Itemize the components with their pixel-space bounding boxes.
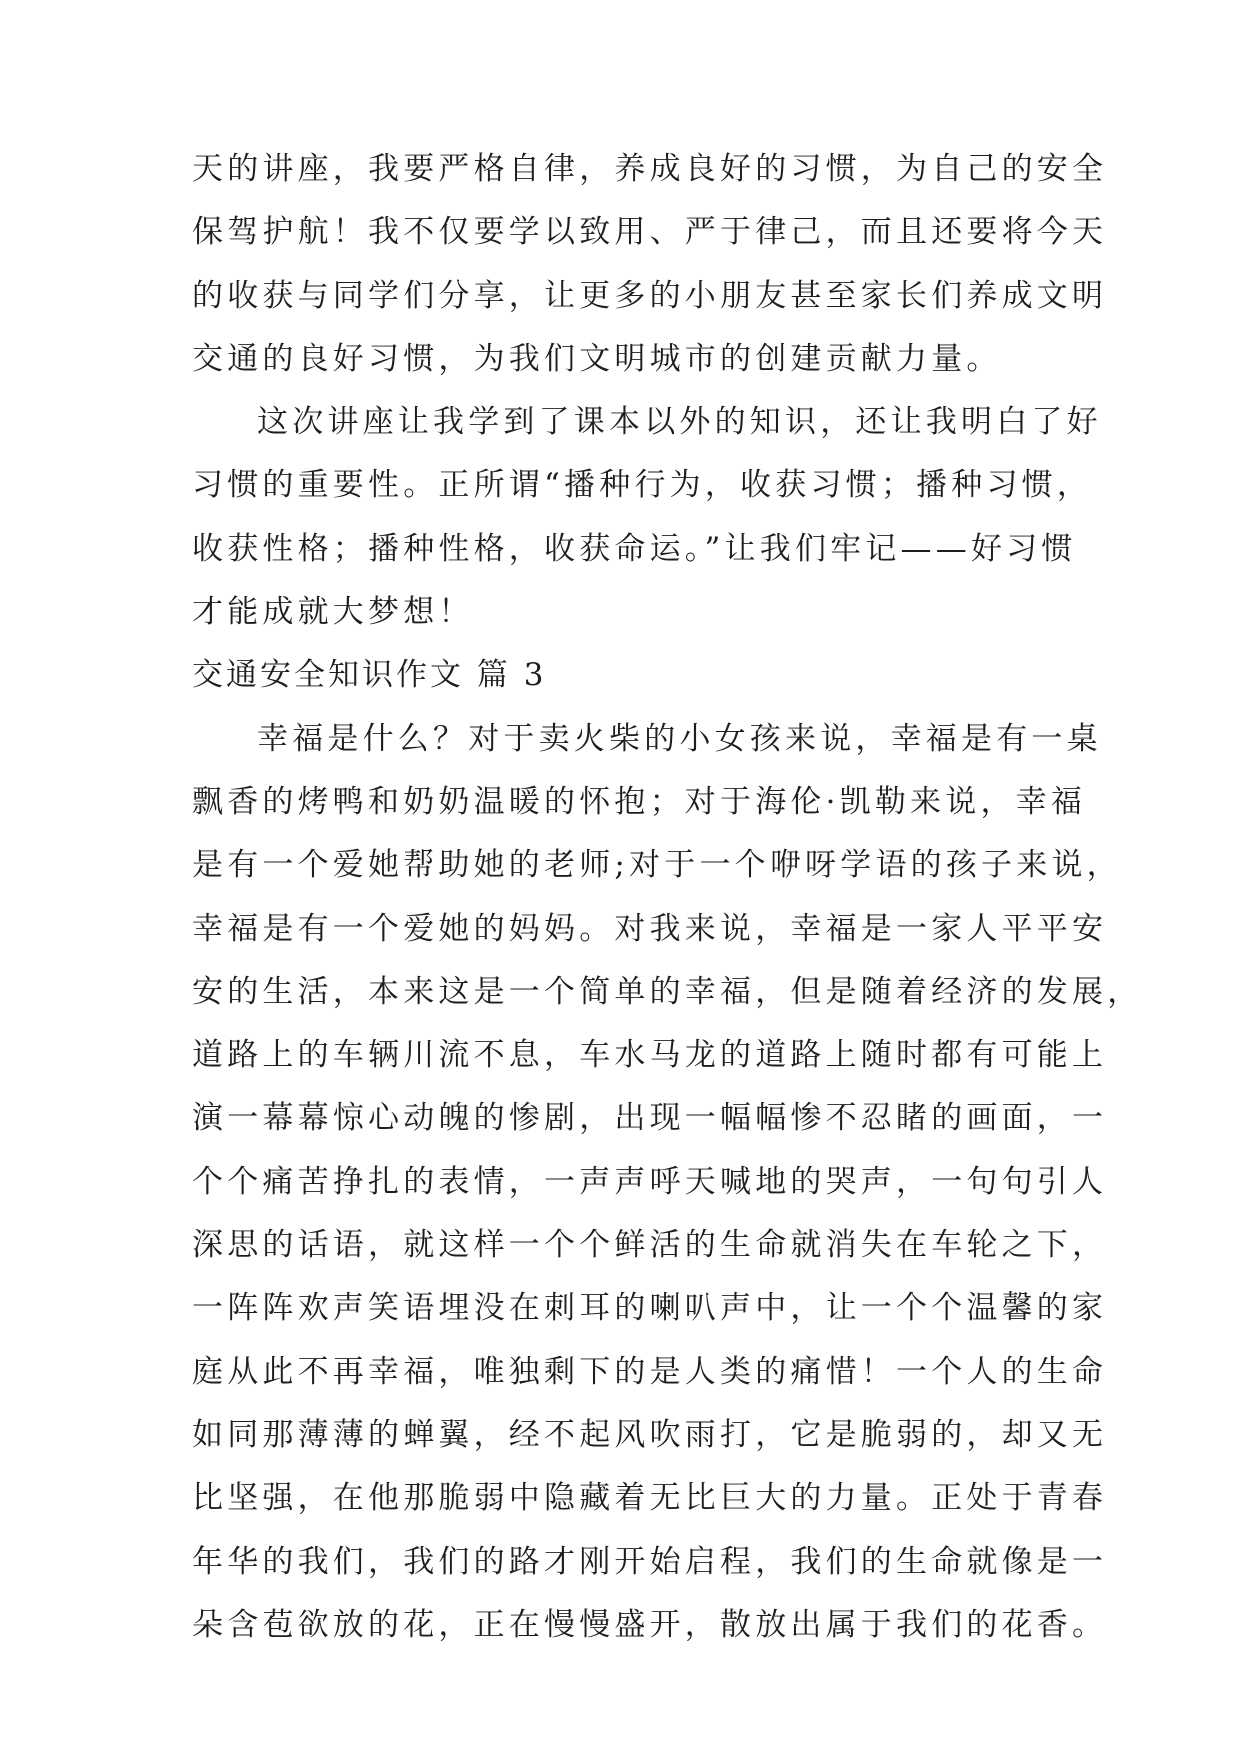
text-line: 天的讲座，我要严格自律，养成良好的习惯，为自己的安全	[192, 151, 1108, 187]
text-line: 收获性格；播种性格，收获命运。”让我们牢记——好习惯	[192, 530, 1077, 567]
text-line: 年华的我们，我们的路才刚开始启程，我们的生命就像是一	[192, 1543, 1108, 1580]
text-line: 个个痛苦挣扎的表情，一声声呼天喊地的哭声，一句句引人	[192, 1163, 1108, 1200]
text-line: 演一幕幕惊心动魄的惨剧，出现一幅幅惨不忍睹的画面，一	[192, 1100, 1108, 1137]
text-line: 交通的良好习惯，为我们文明城市的创建贡献力量。	[192, 340, 1002, 377]
text-line: 道路上的车辆川流不息，车水马龙的道路上随时都有可能上	[192, 1037, 1108, 1074]
text-line: 如同那薄薄的蝉翼，经不起风吹雨打，它是脆弱的，却又无	[192, 1416, 1108, 1453]
text-line: 深思的话语，就这样一个个鲜活的生命就消失在车轮之下，	[192, 1227, 1108, 1264]
text-line: 幸福是什么？对于卖火柴的小女孩来说，幸福是有一桌	[257, 720, 1102, 757]
text-line: 才能成就大梦想！	[192, 594, 474, 631]
text-line: 庭从此不再幸福，唯独剩下的是人类的痛惜！一个人的生命	[192, 1353, 1108, 1390]
text-line: 是有一个爱她帮助她的老师;对于一个咿呀学语的孩子来说，	[192, 847, 1122, 884]
text-line: 保驾护航！我不仅要学以致用、严于律己，而且还要将今天	[192, 214, 1108, 251]
text-line: 的收获与同学们分享，让更多的小朋友甚至家长们养成文明	[192, 277, 1108, 314]
document-body	[192, 138, 1143, 1657]
text-line: 习惯的重要性。正所谓“播种行为，收获习惯；播种习惯，	[192, 467, 1093, 504]
section-heading: 交通安全知识作文 篇 3	[192, 657, 547, 694]
text-line: 安的生活，本来这是一个简单的幸福，但是随着经济的发展，	[192, 973, 1143, 1010]
text-line: 一阵阵欢声笑语埋没在刺耳的喇叭声中，让一个个温馨的家	[192, 1290, 1108, 1327]
text-line: 这次讲座让我学到了课本以外的知识，还让我明白了好	[257, 404, 1102, 441]
text-line: 比坚强，在他那脆弱中隐藏着无比巨大的力量。正处于青春	[192, 1480, 1108, 1517]
text-line: 幸福是有一个爱她的妈妈。对我来说，幸福是一家人平平安	[192, 910, 1108, 947]
text-line: 朵含苞欲放的花，正在慢慢盛开，散放出属于我们的花香。	[192, 1606, 1108, 1643]
text-line: 飘香的烤鸭和奶奶温暖的怀抱；对于海伦·凯勒来说，幸福	[192, 783, 1087, 820]
